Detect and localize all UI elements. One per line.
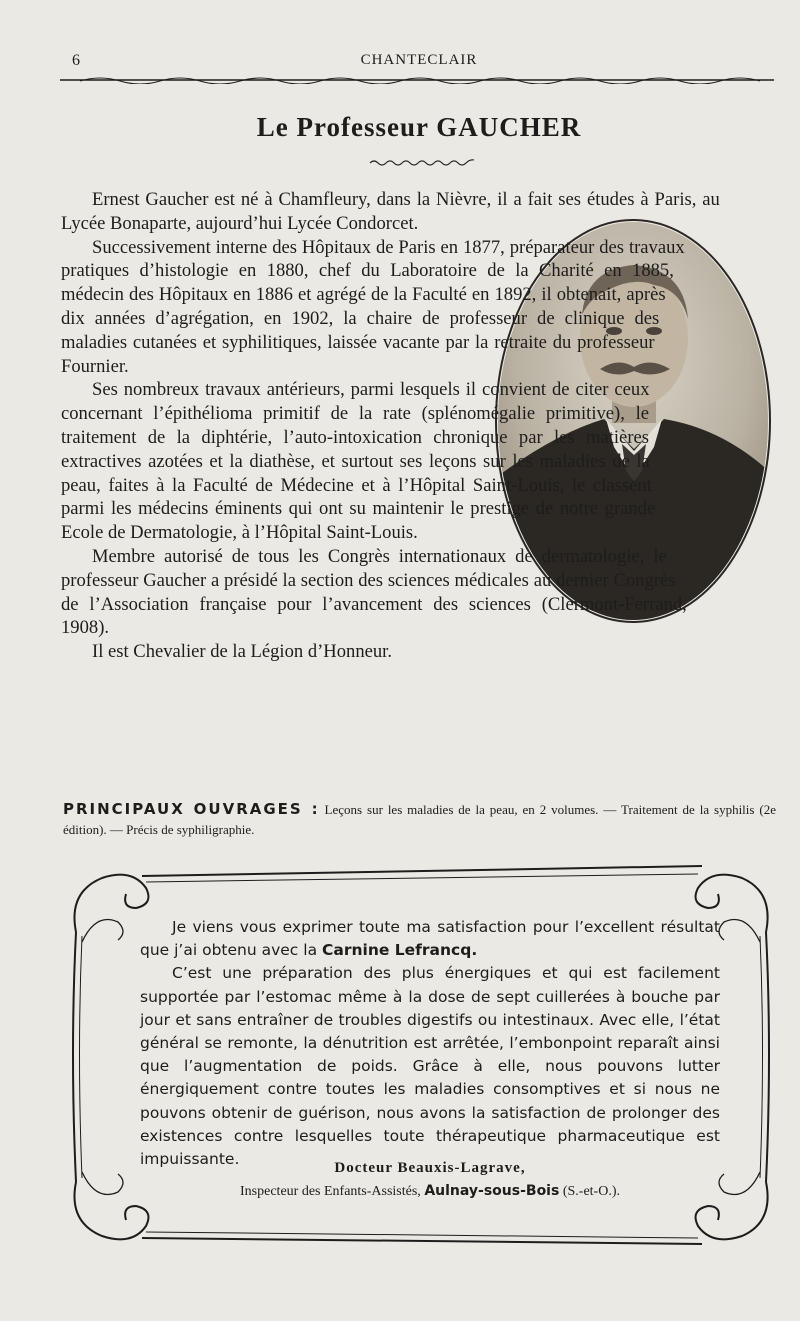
paragraph-birth: Ernest Gaucher est né à Chamfleury, dans la Nièvre, il a fait ses études à Paris, au Lycée Bonaparte, aujourd’hui Lycée Condorcet. (61, 189, 720, 234)
testimonial-signature (140, 1160, 720, 1200)
signature-line (140, 1183, 720, 1200)
works-label: PRINCIPAUX OUVRAGES : (63, 800, 320, 818)
article-title: Le Professeur GAUCHER (256, 112, 582, 142)
paragraph-works: Ses nombreux travaux antérieurs, parmi lesquels il convient de citer ceux concernant l’épithélioma primitif de la rate (splénomégalie primitive), le traitement de la diphtérie, l’auto-intoxication chronique par les matières extractives azotées et la diathèse, et surtout ses leçons sur les maladies de la peau, faites à la Faculté de Médecine et à l’Hôpital Saint-Louis, le classent parmi les médecins éminents qui ont su maintenir le prestige de notre grande Ecole de Dermatologie, à l’Hôpital Saint-Louis. (61, 379, 656, 544)
running-header: CHANTECLAIR (360, 52, 478, 68)
principal-works (63, 799, 776, 840)
product-name: Carnine Lefrancq. (322, 941, 478, 960)
testimonial-paragraph-1 (140, 916, 720, 962)
works-text: Leçons sur les maladies de la peau, en 2 volumes. — Traitement de la syphilis (2e édition). — Précis de syphiligraphie. (63, 802, 776, 837)
paragraph-honour: Il est Chevalier de la Légion d’Honneur. (92, 641, 392, 663)
paragraph-congress: Membre autorisé de tous les Congrès internationaux de dermatologie, le professeur Gaucher a présidé la section des sciences médicales au dernier Congrès de l’Association française pour l’avancement des sciences (Clermont-Ferrand, 1908). (61, 545, 687, 639)
testimonial-paragraph-2: C’est une préparation des plus énergiques et qui est facilement supportée par l’estomac même à la dose de sept cuillerées à bouche par jour et sans entraîner de troubles digestifs ou intestinaux. Avec elle, l’état général se remonte, la dénutrition est arrêtée, l’embonpoint reparaît ainsi que l’augmentation de poids. Grâce à elle, nous pouvons lutter énergiquement contre toutes les maladies consomptives et si nous ne pouvons obtenir de guérison, nous avons la satisfaction de prolonger des existences contre lesquelles toute thérapeutique pharmaceutique est impuissante. (140, 964, 720, 1169)
testimonial-text (140, 916, 720, 1171)
page-number: 6 (72, 52, 80, 69)
signature-city: Aulnay-sous-Bois (424, 1183, 560, 1199)
header-rule (60, 72, 774, 84)
signature-dept: (S.-et-O.). (562, 1184, 620, 1199)
paragraph-career: Successivement interne des Hôpitaux de Paris en 1877, préparateur des travaux pratiques d’histologie en 1880, chef du Laboratoire de la Charité en 1885, médecin des Hôpitaux en 1886 et agrégé de la Faculté en 1892, il obtenait, après dix années d’agrégation, en 1902, la chaire de professeur de clinique des maladies cutanées et syphilitiques, laissée vacante par la retraite du professeur Fournier. (61, 236, 685, 377)
signature-title: Inspecteur des Enfants-Assistés, (240, 1184, 421, 1199)
testimonial-line1: Je viens vous exprimer toute ma satisfaction pour l’excellent résultat que j’ai obtenu avec la (140, 918, 720, 960)
article-body (61, 188, 775, 664)
signature-name: Docteur Beauxis-Lagrave, (334, 1160, 526, 1176)
title-ornament (368, 156, 480, 168)
